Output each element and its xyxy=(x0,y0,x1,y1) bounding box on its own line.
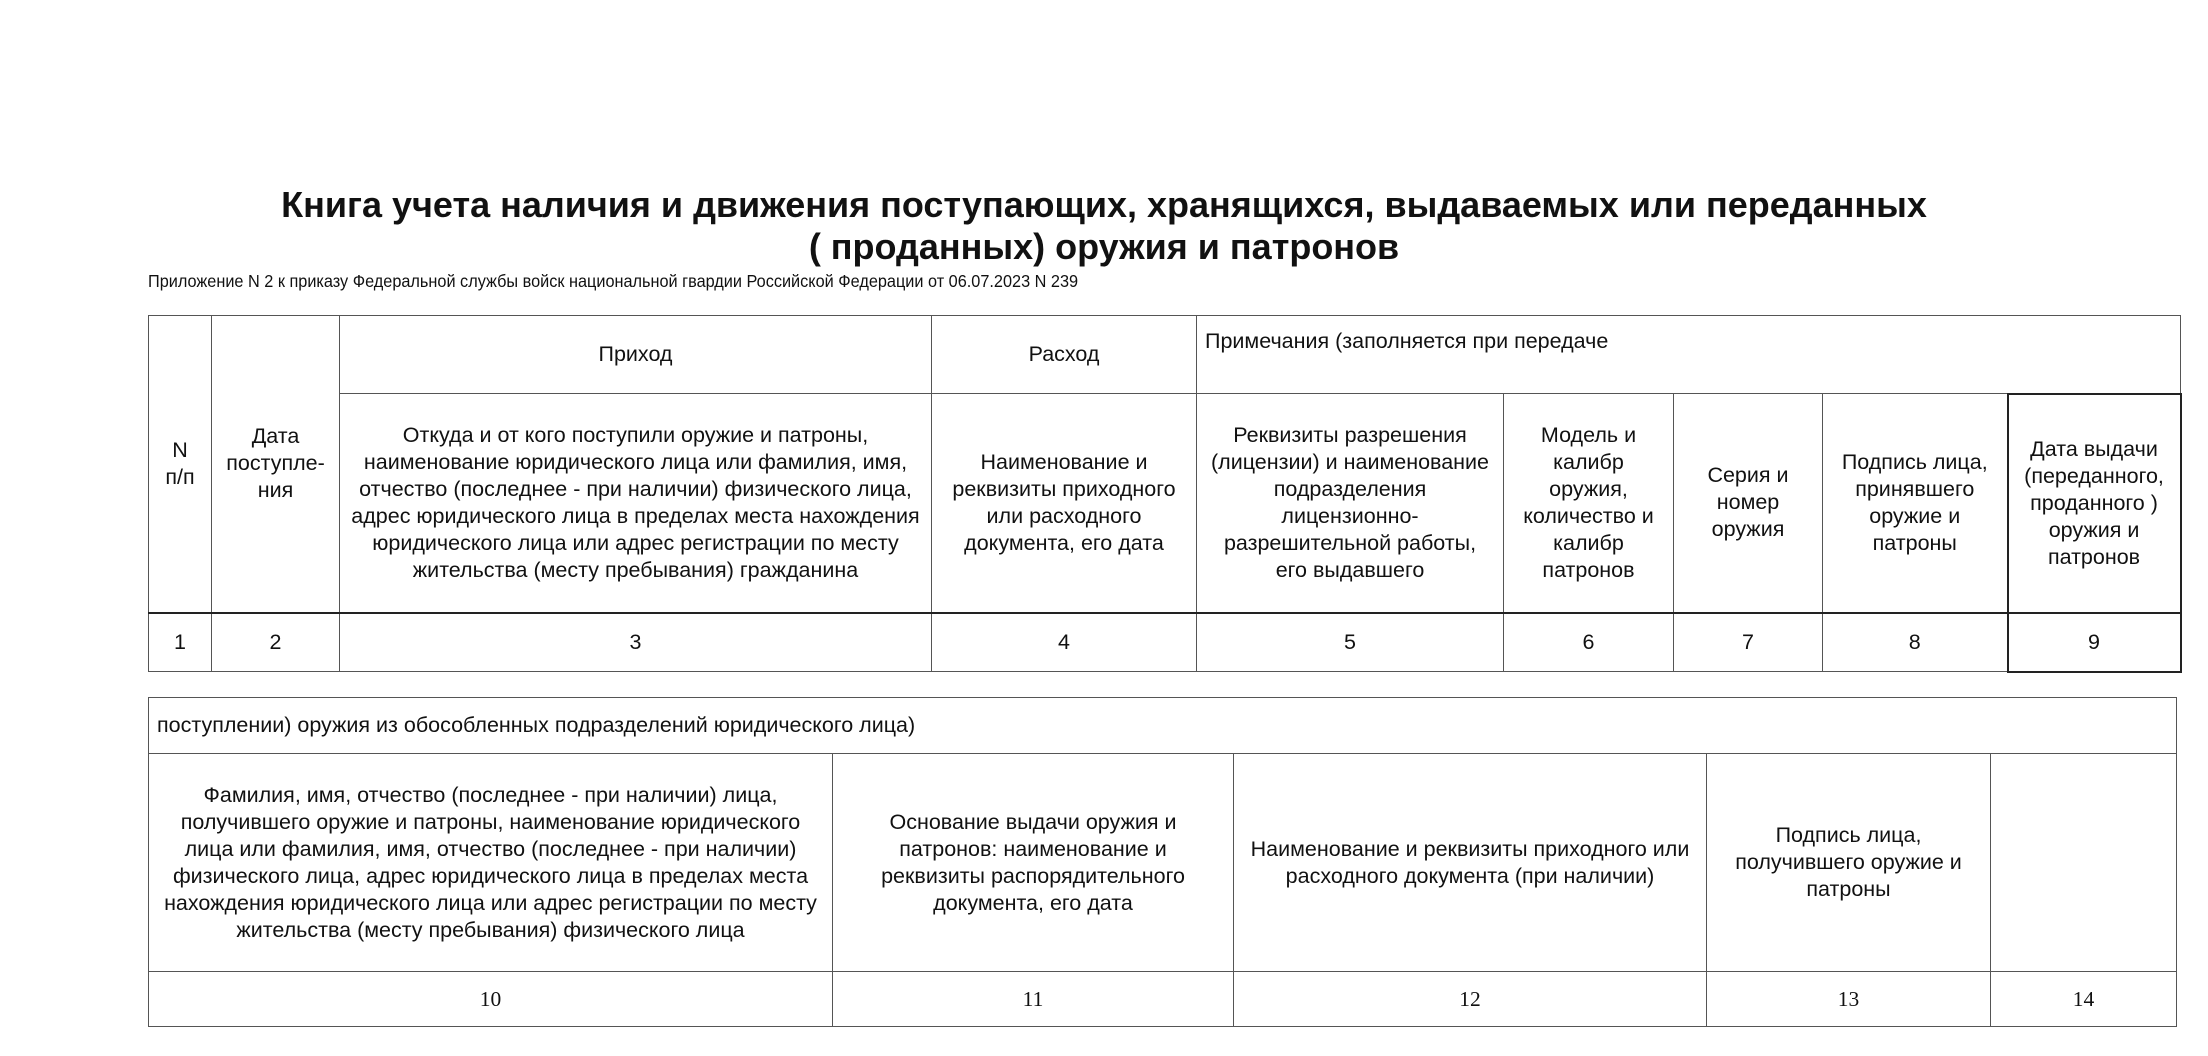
group-header-income: Приход xyxy=(340,316,932,394)
column-number-12: 12 xyxy=(1234,972,1707,1027)
column-number-14: 14 xyxy=(1991,972,2177,1027)
column-number-13: 13 xyxy=(1707,972,1991,1027)
ledger-table-part-2 xyxy=(148,697,2177,1027)
group-header-expense: Расход xyxy=(932,316,1197,394)
group-header-notes: Примечания (заполняется при передаче xyxy=(1197,316,2181,394)
column-header-receiver-signature: Подпись лица, принявшего оружие и патроны xyxy=(1823,394,2008,613)
column-header-recipient: Фамилия, имя, отчество (последнее - при наличии) лица, получившего оружие и патроны, наименование юридического лица или фамилия, имя, отчество (последнее - при наличии) физического лица, адрес юридического лица в пределах места нахождения юридического лица или адрес регистрации по месту жительства (месту пребывания) физического лица xyxy=(149,754,833,972)
column-header-empty xyxy=(1991,754,2177,972)
column-header-recipient-signature: Подпись лица, получившего оружие и патроны xyxy=(1707,754,1991,972)
column-number-1: 1 xyxy=(149,613,212,672)
column-number-3: 3 xyxy=(340,613,932,672)
column-number-11: 11 xyxy=(833,972,1234,1027)
column-header-document: Наименование и реквизиты приходного или расходного документа, его дата xyxy=(932,394,1197,613)
column-number-6: 6 xyxy=(1504,613,1674,672)
column-header-document-details: Наименование и реквизиты приходного или расходного документа (при наличии) xyxy=(1234,754,1707,972)
column-number-5: 5 xyxy=(1197,613,1504,672)
column-header-receipt-date: Дата поступле-ния xyxy=(212,316,340,613)
column-number-4: 4 xyxy=(932,613,1197,672)
column-header-license: Реквизиты разрешения (лицензии) и наименование подразделения лицензионно-разрешительной работы, его выдавшего xyxy=(1197,394,1504,613)
document-title-line-2: ( проданных) оружия и патронов xyxy=(808,226,1400,267)
group-header-notes-continued: поступлении) оружия из обособленных подразделений юридического лица) xyxy=(149,698,2177,754)
column-header-issue-basis: Основание выдачи оружия и патронов: наименование и реквизиты распорядительного документа, его дата xyxy=(833,754,1234,972)
column-header-source: Откуда и от кого поступили оружие и патроны, наименование юридического лица или фамилия, имя, отчество (последнее - при наличии) физического лица, адрес юридического лица в пределах места нахождения юридического лица или адрес регистрации по месту жительства (месту пребывания) гражданина xyxy=(340,394,932,613)
column-number-7: 7 xyxy=(1674,613,1823,672)
column-number-8: 8 xyxy=(1823,613,2008,672)
column-number-2: 2 xyxy=(212,613,340,672)
document-title-line-1: Книга учета наличия и движения поступающих, хранящихся, выдаваемых или переданных xyxy=(281,184,1927,225)
column-number-10: 10 xyxy=(149,972,833,1027)
document-subtitle: Приложение N 2 к приказу Федеральной службы войск национальной гвардии Российской Федерации от 06.07.2023 N 239 xyxy=(148,271,1079,291)
ledger-table-part-1 xyxy=(148,315,2182,673)
column-header-weapon-serial: Серия и номер оружия xyxy=(1674,394,1823,613)
column-header-issue-date: Дата выдачи (переданного, проданного ) оружия и патронов xyxy=(2008,394,2181,613)
column-header-weapon-model: Модель и калибр оружия, количество и калибр патронов xyxy=(1504,394,1674,613)
column-header-row-number: N п/п xyxy=(149,316,212,613)
column-number-9: 9 xyxy=(2008,613,2181,672)
